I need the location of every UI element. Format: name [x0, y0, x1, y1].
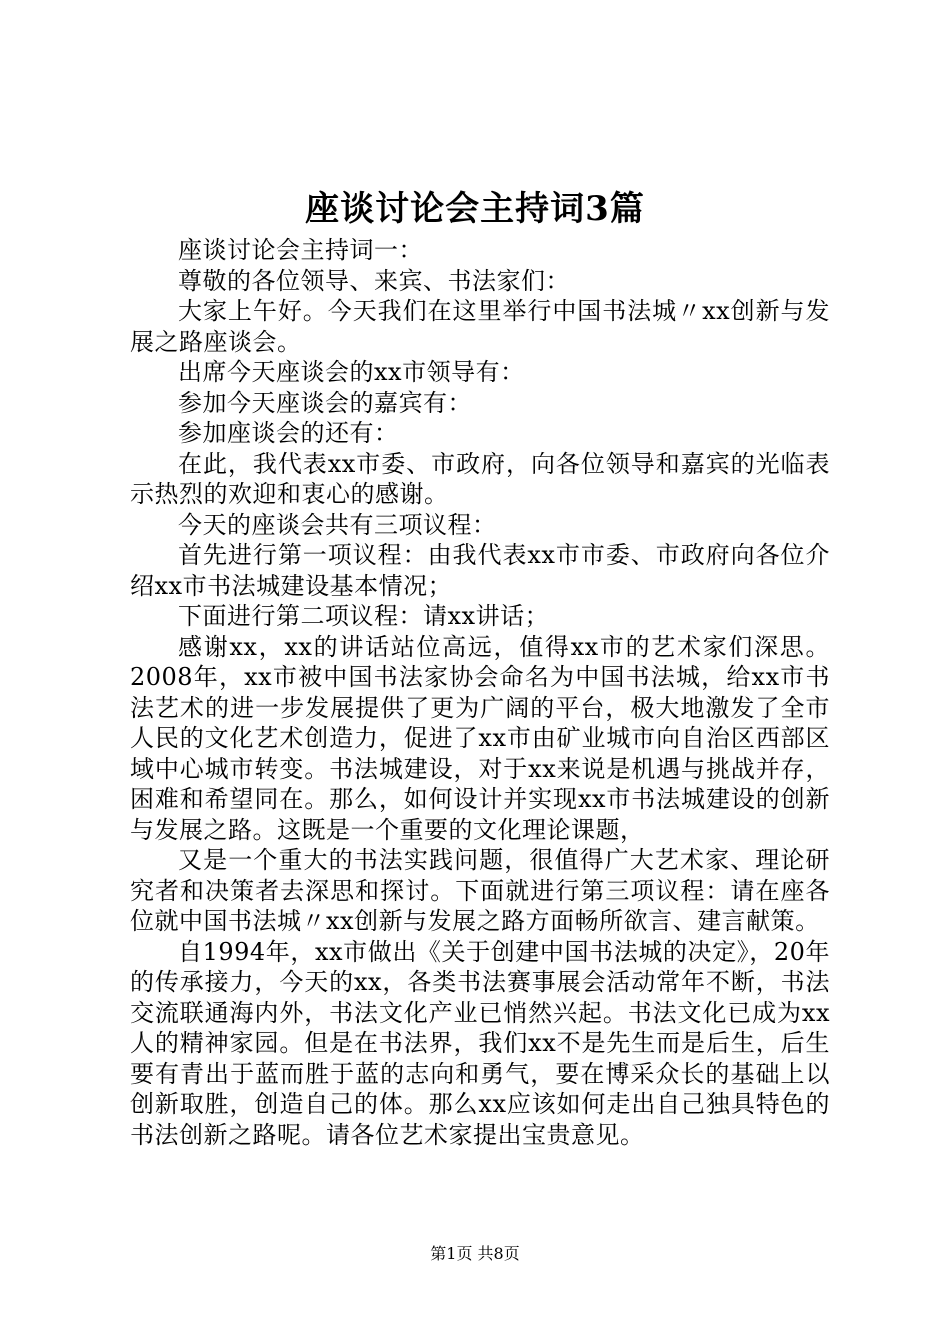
document-title: 座谈讨论会主持词3篇 [305, 189, 645, 229]
page-number: 第1页 共8页 [430, 1244, 520, 1263]
paragraph: 座谈讨论会主持词一： [178, 236, 423, 264]
paragraph: 自1994年，xx市做出《关于创建中国书法城的决定》，20年的传承接力，今天的xx，各类书法赛事展会活动常年不断，书法交流联通海内外，书法文化产业已悄然兴起。书法文化已成为xx人的精神家园。但是在书法界，我们xx不是先生而是后生，后生要有青出于蓝而胜于蓝的志向和勇气，要在博采众长的基础上以创新取胜，创造自己的体。那么xx应该如何走出自己独具特色的书法创新之路呢。请各位艺术家提出宝贵意见。 [130, 937, 830, 1149]
paragraph: 下面进行第二项议程：请xx讲话； [178, 602, 550, 630]
paragraph: 首先进行第一项议程：由我代表xx市市委、市政府向各位介绍xx市书法城建设基本情况； [130, 541, 830, 600]
paragraph: 在此，我代表xx市委、市政府，向各位领导和嘉宾的光临表示热烈的欢迎和衷心的感谢。 [130, 449, 830, 508]
document-body [130, 235, 830, 1150]
paragraph: 出席今天座谈会的xx市领导有： [178, 358, 525, 386]
paragraph: 参加今天座谈会的嘉宾有： [178, 388, 472, 417]
paragraph: 又是一个重大的书法实践问题，很值得广大艺术家、理论研究者和决策者去深思和探讨。下面就进行第三项议程：请在座各位就中国书法城〃xx创新与发展之路方面畅所欲言、建言献策。 [130, 846, 830, 935]
paragraph: 大家上午好。今天我们在这里举行中国书法城〃xx创新与发展之路座谈会。 [130, 297, 830, 356]
paragraph: 今天的座谈会共有三项议程： [178, 510, 497, 539]
page-footer [0, 1242, 950, 1266]
paragraph: 参加座谈会的还有： [178, 419, 399, 447]
paragraph: 尊敬的各位领导、来宾、书法家们： [178, 266, 570, 295]
paragraph: 感谢xx，xx的讲话站位高远，值得xx市的艺术家们深思。2008年，xx市被中国书法家协会命名为中国书法城，给xx市书法艺术的进一步发展提供了更为广阔的平台，极大地激发了全市人民的文化艺术创造力，促进了xx市由矿业城市向自治区西部区域中心城市转变。书法城建设，对于xx来说是机遇与挑战并存，困难和希望同在。那么，如何设计并实现xx市书法城建设的创新与发展之路。这既是一个重要的文化理论课题， [130, 632, 830, 844]
